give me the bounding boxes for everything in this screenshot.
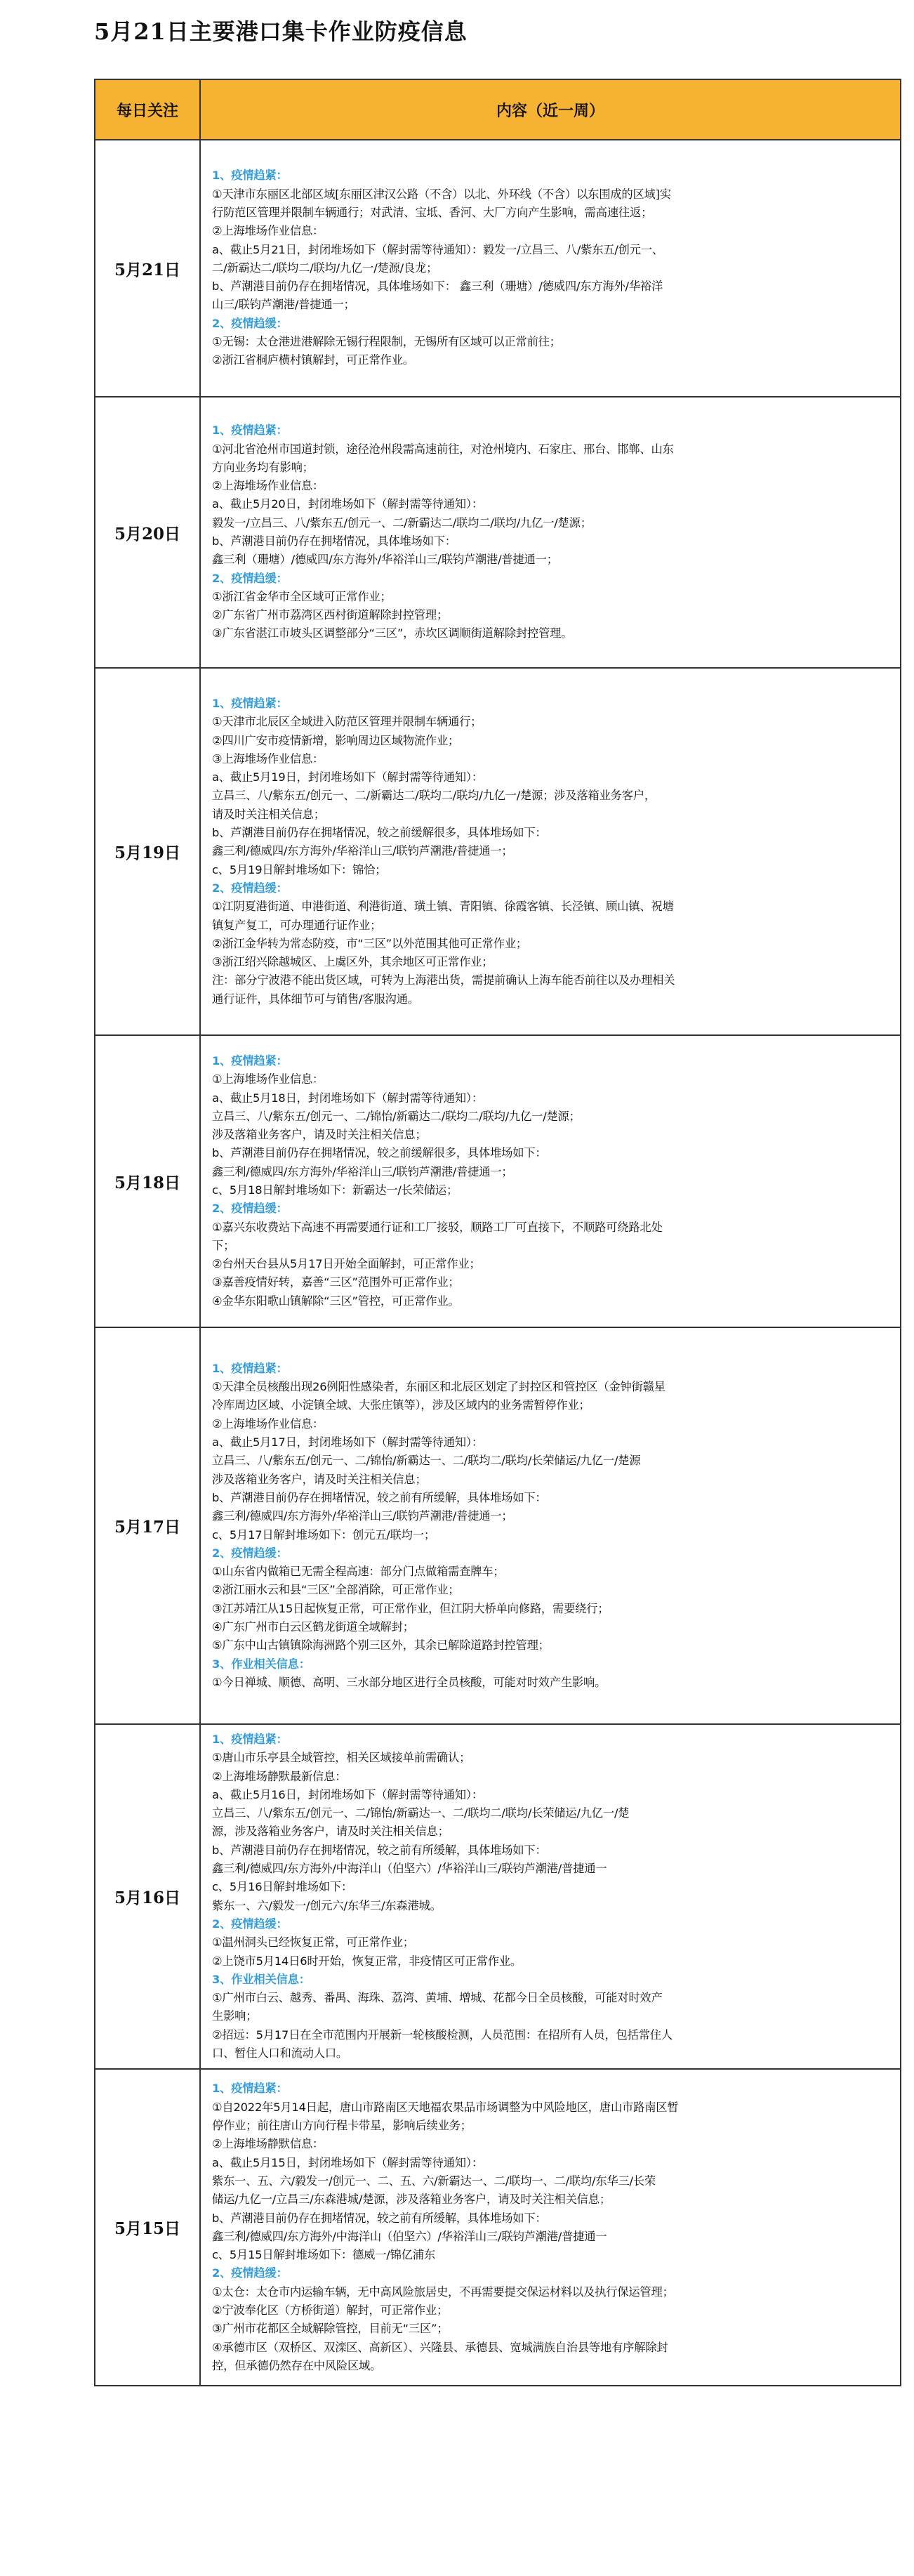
table-row: [95, 397, 901, 668]
content-line: 鑫三利/德威四/东方海外/华裕洋山三/联钧芦潮港/普捷通一；: [212, 1509, 513, 1523]
content-line: ③上海堆场作业信息：: [212, 751, 324, 765]
section-heading: 2、疫情趋缓：: [212, 1202, 288, 1216]
content-line: ①上海堆场作业信息：: [212, 1072, 324, 1086]
content-line: ②招远：5月17日在全市范围内开展新一轮核酸检测，人员范围：在招所有人员，包括常住人: [212, 2028, 673, 2042]
row-date: 5月18日: [95, 1035, 200, 1327]
section-heading: 1、疫情趋紧：: [212, 1053, 288, 1067]
content-line: ①江阴夏港街道、申港街道、利港街道、璜土镇、青阳镇、徐霞客镇、长泾镇、顾山镇、祝塘: [212, 900, 674, 914]
content-line: ②上海堆场作业信息：: [212, 224, 324, 238]
table-row: [95, 1035, 901, 1327]
row-date: 5月20日: [95, 397, 200, 668]
content-line: a、截止5月19日，封闭堆场如下（解封需等待通知）：: [212, 770, 483, 784]
table-header-row: [95, 79, 901, 140]
row-content: [200, 2069, 901, 2386]
content-line: ③广东省湛江市坡头区调整部分“三区”，赤坎区调顺街道解除封控管理。: [212, 626, 573, 640]
row-date: 5月17日: [95, 1327, 200, 1724]
table-row: [95, 668, 901, 1035]
content-line: ②宁波奉化区（方桥街道）解封，可正常作业；: [212, 2304, 449, 2318]
content-line: c、5月15日解封堆场如下：德威一/锦亿浦东: [212, 2248, 435, 2262]
content-line: b、芦潮港目前仍存在拥堵情况，具体堆场如下：: [212, 534, 456, 548]
row-content: [200, 1035, 901, 1327]
content-line: ①山东省内做箱已无需全程高速：部分门点做箱需查牌车；: [212, 1565, 505, 1579]
content-line: 立昌三、八/紫东五/创元一、二/锦怡/新霸达一、二/联均二/联均/长荣储运/九亿一/楚: [212, 1806, 630, 1820]
content-line: 方向业务均有影响；: [212, 460, 314, 474]
content-line: ③江苏靖江从15日起恢复正常，可正常作业，但江阴大桥单向修路，需要绕行；: [212, 1601, 609, 1615]
content-line: ③广州市花都区全域解除管控，目前无“三区”；: [212, 2322, 449, 2336]
header-content: 内容（近一周）: [200, 79, 901, 140]
content-line: a、截止5月17日，封闭堆场如下（解封需等待通知）：: [212, 1435, 483, 1450]
content-line: ③嘉善疫情好转，嘉善“三区”范围外可正常作业；: [212, 1275, 460, 1289]
row-content: [200, 1724, 901, 2069]
content-line: ②浙江金华转为常态防疫，市“三区”以外范围其他可正常作业；: [212, 936, 527, 950]
content-line: ①自2022年5月14日起，唐山市路南区天地福农果品市场调整为中风险地区，唐山市路南区暂: [212, 2100, 679, 2114]
content-line: b、芦潮港目前仍存在拥堵情况，较之前有所缓解，具体堆场如下：: [212, 1843, 547, 1857]
content-line: ①天津市北辰区全域进入防范区管理并限制车辆通行；: [212, 715, 482, 729]
content-line: 生影响；: [212, 2009, 258, 2023]
section-heading: 1、疫情趋紧：: [212, 696, 288, 710]
content-line: 通行证件，具体细节可与销售/客服沟通。: [212, 992, 419, 1006]
content-line: ②上海堆场静默信息：: [212, 2137, 324, 2151]
content-line: ②广东省广州市荔湾区西村街道解除封控管理；: [212, 608, 449, 622]
content-line: 鑫三利/德威四/东方海外/中海洋山（伯坚六）/华裕洋山三/联钧芦潮港/普捷通一: [212, 2229, 607, 2243]
table-row: [95, 1724, 901, 2069]
content-line: ②上海堆场静默最新信息：: [212, 1769, 347, 1783]
row-content: [200, 668, 901, 1035]
content-line: 立昌三、八/紫东五/创元一、二/新霸达二/联均二/联均/九亿一/楚源；涉及落箱业务客户，: [212, 789, 656, 803]
content-line: 鑫三利（珊塘）/德威四/东方海外/华裕洋山三/联钧芦潮港/普捷通一；: [212, 553, 558, 567]
content-line: c、5月18日解封堆场如下：新霸达一/长荣储运；: [212, 1183, 458, 1197]
content-line: a、截止5月15日，封闭堆场如下（解封需等待通知）：: [212, 2155, 483, 2169]
section-heading: 2、疫情趋缓：: [212, 571, 288, 585]
content-line: 镇复产复工，可办理通行证作业；: [212, 918, 382, 932]
content-line: 停作业；前往唐山方向行程卡带星，影响后续业务；: [212, 2119, 472, 2133]
content-line: a、截止5月18日，封闭堆场如下（解封需等待通知）：: [212, 1091, 483, 1105]
section-heading: 1、疫情趋紧：: [212, 169, 288, 183]
content-line: ①无锡：太仓港进港解除无锡行程限制，无锡所有区域可以正常前往；: [212, 335, 561, 349]
content-line: 二/新霸达二/联均二/联均/九亿一/楚源/良龙；: [212, 261, 438, 275]
section-heading: 1、疫情趋紧：: [212, 2082, 288, 2096]
content-line: ②上饶市5月14日6时开始，恢复正常，非疫情区可正常作业。: [212, 1954, 522, 1968]
content-line: b、芦潮港目前仍存在拥堵情况，较之前缓解很多，具体堆场如下：: [212, 826, 547, 840]
section-heading: 2、疫情趋缓：: [212, 1917, 288, 1931]
content-line: ②浙江丽水云和县“三区”全部消除，可正常作业；: [212, 1583, 460, 1597]
content-line: a、截止5月21日，封闭堆场如下（解封需等待通知）：毅发一/立昌三、八/紫东五/创元一、: [212, 242, 663, 256]
content-line: 注：部分宁波港不能出货区域，可转为上海港出货，需提前确认上海车能否前往以及办理相关: [212, 973, 675, 987]
content-line: a、截止5月16日，封闭堆场如下（解封需等待通知）：: [212, 1787, 483, 1801]
page-title: 5月21日主要港口集卡作业防疫信息: [94, 18, 468, 45]
content-line: c、5月17日解封堆场如下：创元五/联均一；: [212, 1527, 435, 1542]
content-line: 口、暂住人口和流动人口。: [212, 2046, 347, 2061]
section-heading: 1、疫情趋紧：: [212, 1361, 288, 1375]
content-line: 毅发一/立昌三、八/紫东五/创元一、二/新霸达二/联均二/联均/九亿一/楚源；: [212, 515, 592, 530]
section-heading: 3、作业相关信息：: [212, 1972, 310, 1986]
content-line: ②上海堆场作业信息：: [212, 1417, 324, 1431]
content-line: 行防范区管理并限制车辆通行；对武清、宝坻、香河、大厂方向产生影响，需高速往返；: [212, 205, 653, 219]
content-line: 鑫三利/德威四/东方海外/华裕洋山三/联钧芦潮港/普捷通一；: [212, 844, 513, 858]
content-line: ⑤广东中山古镇镇除海洲路个别三区外，其余已解除道路封控管理；: [212, 1638, 550, 1652]
row-content: [200, 397, 901, 668]
content-line: ①河北省沧州市国道封锁，途径沧州段需高速前往，对沧州境内、石家庄、邢台、邯郸、山东: [212, 442, 674, 456]
content-line: ④金华东阳歌山镇解除“三区”管控，可正常作业。: [212, 1294, 460, 1308]
row-date: 5月19日: [95, 668, 200, 1035]
content-line: ②四川广安市疫情新增，影响周边区域物流作业；: [212, 733, 460, 747]
content-line: b、芦潮港目前仍存在拥堵情况，较之前有所缓解，具体堆场如下：: [212, 2211, 547, 2225]
content-line: ①唐山市乐亭县全域管控，相关区域接单前需确认；: [212, 1751, 471, 1765]
table-row: [95, 140, 901, 397]
content-line: ①天津全员核酸出现26例阳性感染者，东丽区和北辰区划定了封控区和管控区（金钟街赣星: [212, 1380, 665, 1394]
content-line: ②台州天台县从5月17日开始全面解封，可正常作业；: [212, 1257, 481, 1271]
content-line: 鑫三利/德威四/东方海外/华裕洋山三/联钧芦潮港/普捷通一；: [212, 1164, 513, 1178]
content-line: ①天津市东丽区北部区域[东丽区津汉公路（不含）以北、外环线（不含）以东围成的区域]实: [212, 187, 671, 201]
section-heading: 2、疫情趋缓：: [212, 2266, 288, 2280]
epidemic-info-table: [94, 79, 901, 2386]
content-line: 鑫三利/德威四/东方海外/中海洋山（伯坚六）/华裕洋山三/联钧芦潮港/普捷通一: [212, 1862, 607, 1876]
content-line: 冷库周边区域、小淀镇全域、大张庄镇等），涉及区域内的业务需暂停作业；: [212, 1398, 590, 1412]
section-heading: 1、疫情趋紧：: [212, 1733, 288, 1746]
content-line: 立昌三、八/紫东五/创元一、二/锦怡/新霸达一、二/联均二/联均/长荣储运/九亿一/楚源: [212, 1454, 641, 1468]
content-line: b、芦潮港目前仍存在拥堵情况，较之前有所缓解，具体堆场如下：: [212, 1490, 547, 1504]
table-row: [95, 2069, 901, 2386]
section-heading: 2、疫情趋缓：: [212, 1546, 288, 1560]
content-line: 紫东一、五、六/毅发一/创元一、二、五、六/新霸达一、二/联均一、二/联均/东华三/长荣: [212, 2174, 656, 2188]
section-heading: 3、作业相关信息：: [212, 1657, 310, 1671]
content-line: 涉及落箱业务客户，请及时关注相关信息；: [212, 1128, 427, 1142]
section-heading: 2、疫情趋缓：: [212, 316, 288, 330]
content-line: a、截止5月20日，封闭堆场如下（解封需等待通知）：: [212, 497, 483, 511]
content-line: ②浙江省桐庐横村镇解封，可正常作业。: [212, 353, 414, 367]
content-line: c、5月16日解封堆场如下：: [212, 1880, 353, 1894]
content-line: ④广东广州市白云区鹤龙街道全域解封；: [212, 1619, 414, 1634]
content-line: b、芦潮港目前仍存在拥堵情况，较之前缓解很多，具体堆场如下：: [212, 1146, 547, 1160]
content-line: 涉及落箱业务客户，请及时关注相关信息；: [212, 1472, 427, 1486]
content-line: ①广州市白云、越秀、番禺、海珠、荔湾、黄埔、增城、花都今日全员核酸，可能对时效产: [212, 1991, 663, 2005]
row-content: [200, 1327, 901, 1724]
row-content: [200, 140, 901, 397]
content-line: 下；: [212, 1238, 235, 1252]
content-line: ①嘉兴东收费站下高速不再需要通行证和工厂接驳，顺路工厂可直接下，不顺路可绕路北处: [212, 1220, 663, 1234]
content-line: 紫东一、六/毅发一/创元六/东华三/东森港城。: [212, 1898, 442, 1912]
row-date: 5月21日: [95, 140, 200, 397]
content-line: ①太仓：太仓市内运输车辆，无中高风险旅居史，不再需要提交保运材料以及执行保运管理；: [212, 2285, 674, 2299]
content-line: c、5月19日解封堆场如下：锦恰；: [212, 862, 387, 876]
section-heading: 1、疫情趋紧：: [212, 423, 288, 438]
header-date: 每日关注: [95, 79, 200, 140]
content-line: ①温州洞头已经恢复正常，可正常作业；: [212, 1936, 414, 1950]
content-line: ②上海堆场作业信息：: [212, 479, 324, 493]
content-line: 山三/联钧芦潮港/普捷通一；: [212, 298, 355, 312]
content-line: 控，但承德仍然存在中风险区域。: [212, 2358, 382, 2372]
content-line: 源，涉及落箱业务客户，请及时关注相关信息；: [212, 1825, 449, 1839]
content-line: ③浙江绍兴除越城区、上虞区外，其余地区可正常作业；: [212, 955, 494, 969]
row-date: 5月15日: [95, 2069, 200, 2386]
content-line: ①今日禅城、顺德、高明、三水部分地区进行全员核酸，可能对时效产生影响。: [212, 1675, 607, 1689]
table-row: [95, 1327, 901, 1724]
content-line: 立昌三、八/紫东五/创元一、二/锦怡/新霸达二/联均二/联均/九亿一/楚源；: [212, 1109, 581, 1123]
section-heading: 2、疫情趋缓：: [212, 881, 288, 895]
row-date: 5月16日: [95, 1724, 200, 2069]
content-line: ④承德市区（双桥区、双滦区、高新区）、兴隆县、承德县、宽城满族自治县等地有序解除封: [212, 2340, 668, 2354]
content-line: 储运/九亿一/立昌三/东森港城/楚源，涉及落箱业务客户，请及时关注相关信息；: [212, 2193, 611, 2207]
content-line: ①浙江省金华市全区域可正常作业；: [212, 589, 392, 603]
content-line: 请及时关注相关信息；: [212, 807, 325, 821]
content-line: b、芦潮港目前仍存在拥堵情况，具体堆场如下： 鑫三利（珊塘）/德威四/东方海外/华裕洋: [212, 280, 663, 294]
